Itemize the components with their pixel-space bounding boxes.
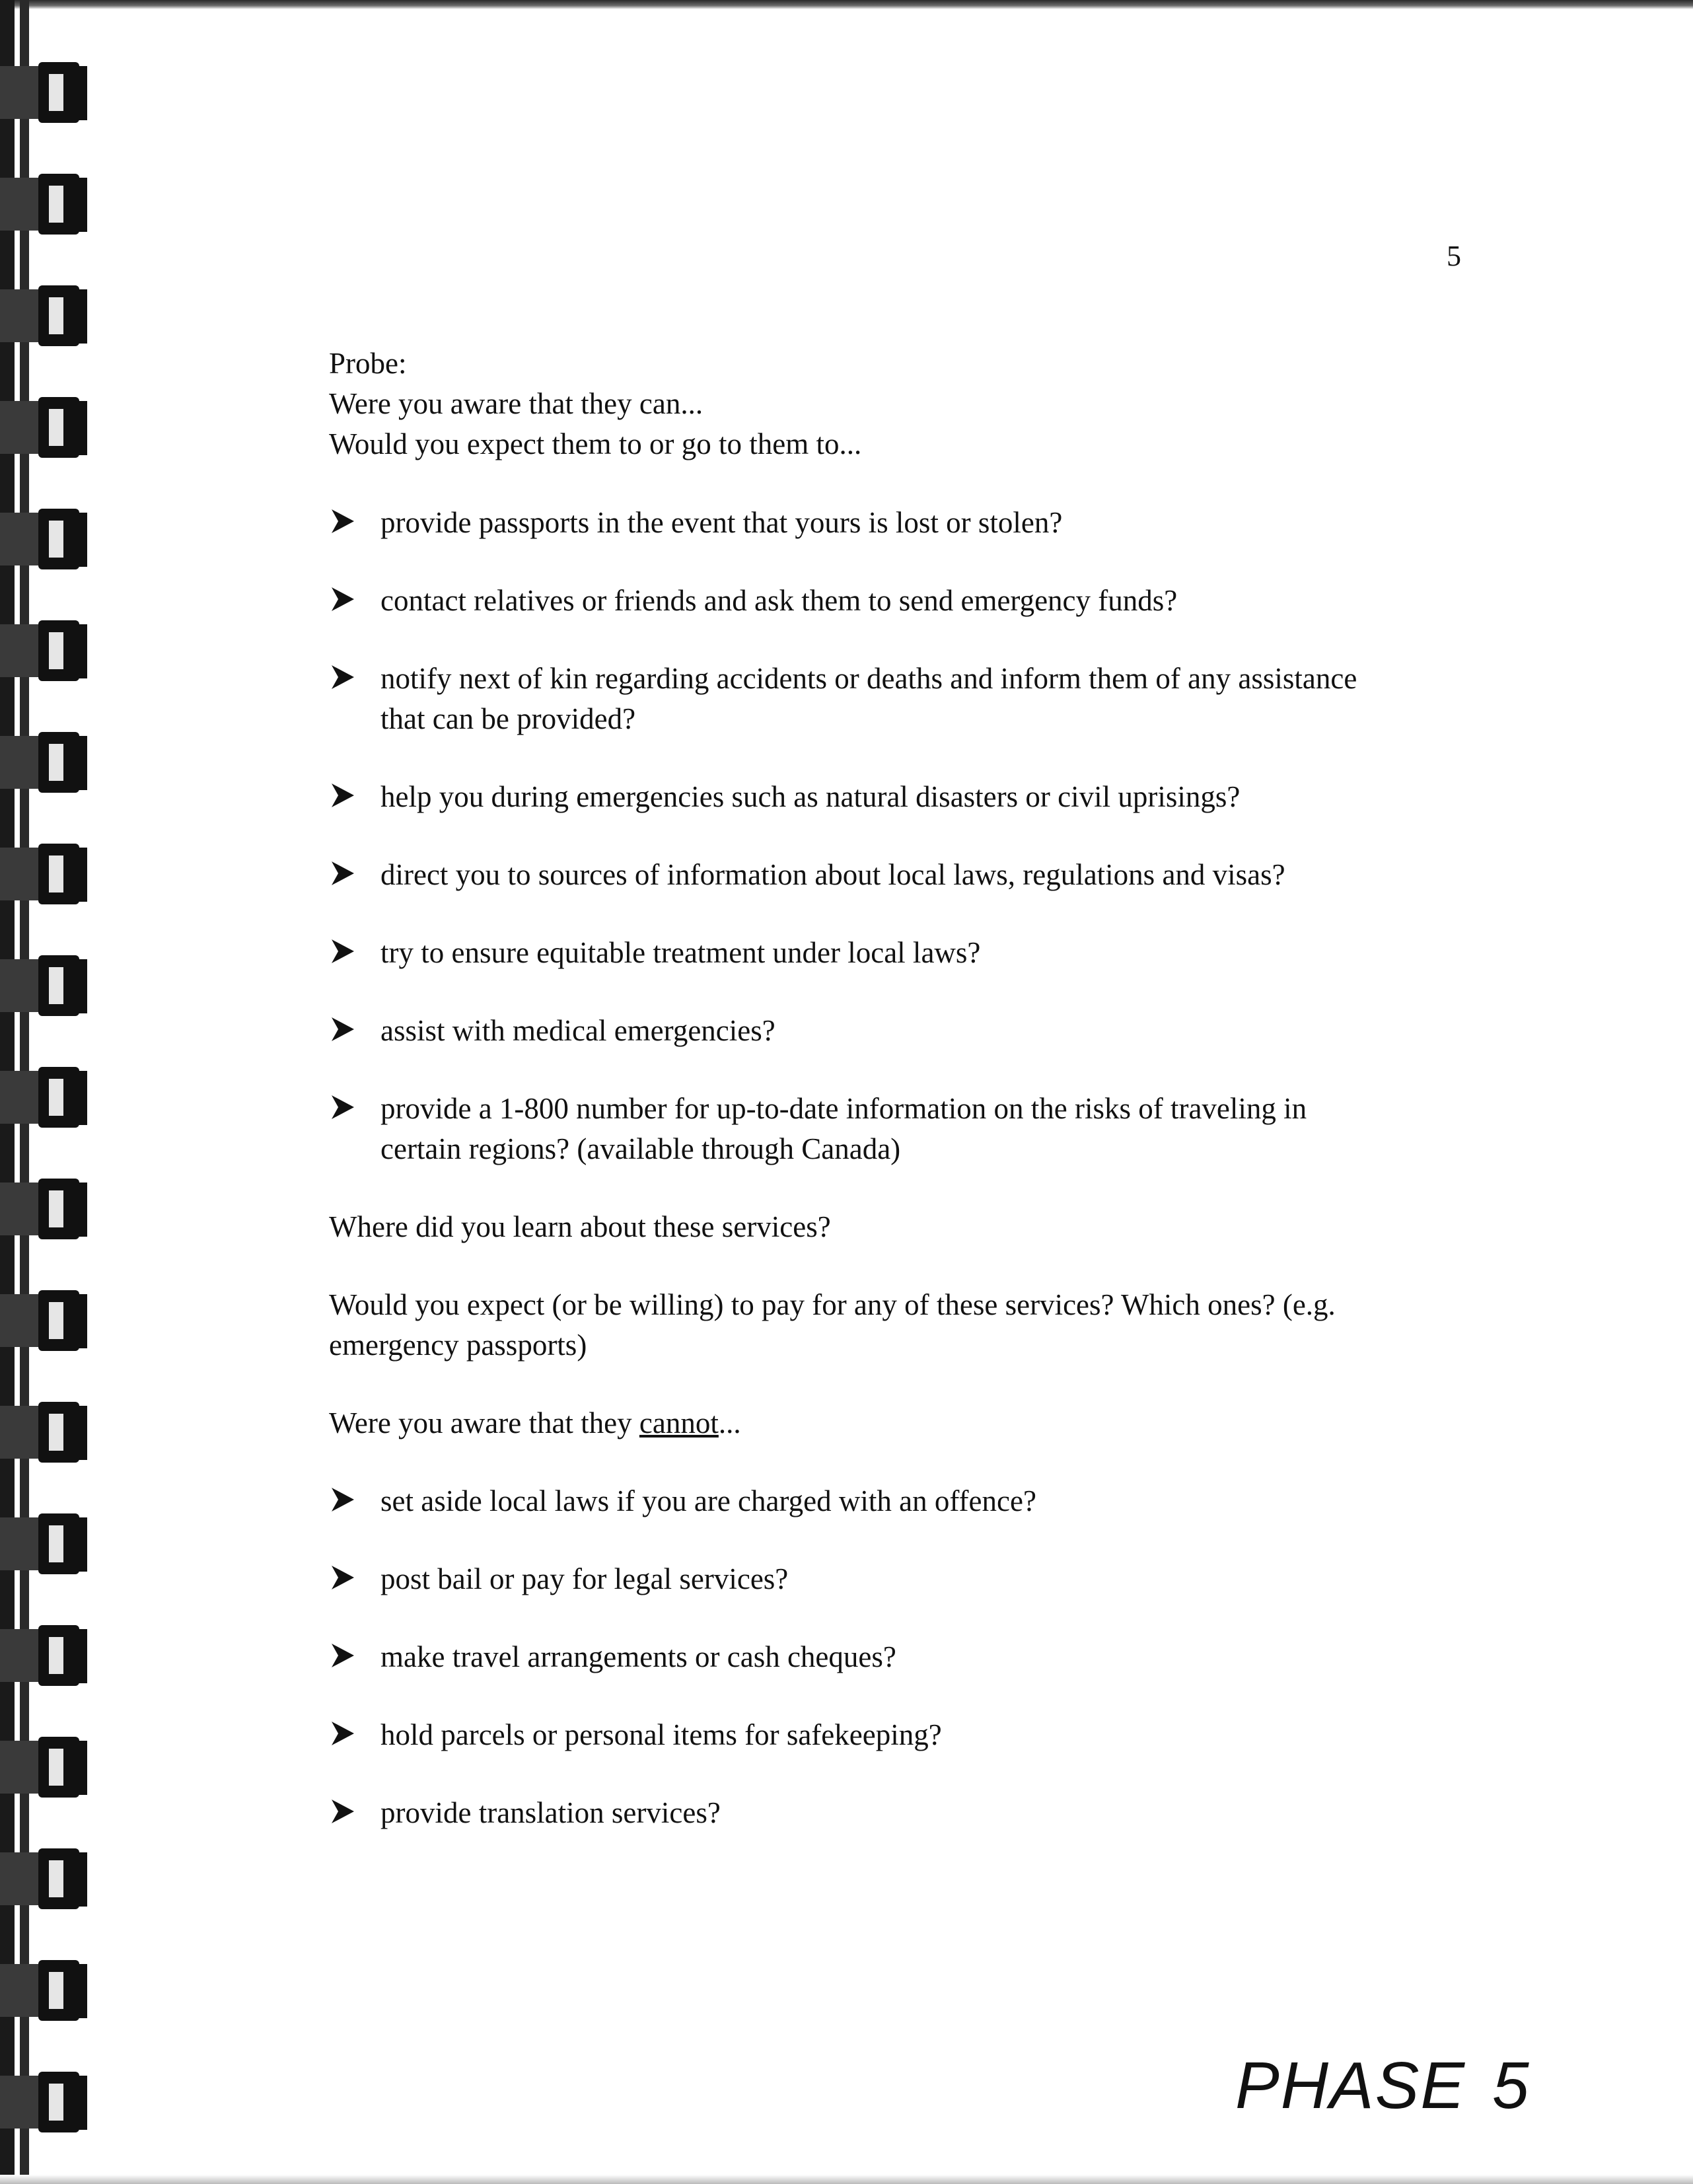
arrowhead-bullet-icon — [330, 1016, 355, 1042]
spiral-binding-coil-icon — [0, 59, 92, 126]
list-item-text: make travel arrangements or cash cheques? — [380, 1640, 896, 1673]
arrowhead-bullet-icon — [330, 1798, 355, 1825]
list-item-text: help you during emergencies such as natural disasters or civil uprisings? — [380, 780, 1241, 813]
list-item-text: assist with medical emergencies? — [380, 1014, 775, 1047]
list-item — [329, 1793, 1492, 1833]
spiral-binding-coil-icon — [0, 1511, 92, 1577]
spiral-binding-coil-icon — [0, 841, 92, 907]
cannot-underlined: cannot — [639, 1406, 719, 1439]
list-item-text: set aside local laws if you are charged with an offence? — [380, 1484, 1036, 1517]
list-item-text-continued: that can be provided? — [380, 702, 636, 735]
spiral-binding-coil-icon — [0, 1176, 92, 1242]
list-item — [329, 1011, 1492, 1051]
list-item — [329, 581, 1492, 621]
arrowhead-bullet-icon — [330, 1564, 355, 1591]
question-learn: Where did you learn about these services? — [329, 1210, 831, 1243]
cannot-intro — [329, 1403, 1492, 1443]
spiral-binding-coil-icon — [0, 2069, 92, 2135]
list-item-text-continued: certain regions? (available through Canada) — [380, 1132, 901, 1165]
spiral-binding-coil-icon — [0, 1288, 92, 1354]
spiral-binding — [0, 0, 116, 2184]
phase-footer — [1235, 2048, 1531, 2124]
spiral-binding-coil-icon — [0, 729, 92, 795]
cannot-intro-after: ... — [718, 1406, 741, 1439]
list-item — [329, 777, 1492, 817]
spiral-binding-coil-icon — [0, 1846, 92, 1912]
scan-top-edge — [0, 0, 1693, 9]
question-pay-line: Would you expect (or be willing) to pay for any of these services? Which ones? (e.g. — [329, 1288, 1336, 1321]
scan-bottom-edge — [0, 2175, 1693, 2184]
list-item — [329, 503, 1492, 543]
spiral-binding-coil-icon — [0, 1064, 92, 1130]
list-item-text: post bail or pay for legal services? — [380, 1562, 789, 1595]
arrowhead-bullet-icon — [330, 508, 355, 534]
list-item-text: hold parcels or personal items for safekeeping? — [380, 1718, 942, 1751]
list-item — [329, 1559, 1492, 1599]
phase-word: PHASE — [1235, 2049, 1466, 2123]
phase-number: 5 — [1492, 2049, 1531, 2123]
list-item — [329, 1637, 1492, 1677]
arrowhead-bullet-icon — [330, 938, 355, 965]
spiral-binding-coil-icon — [0, 618, 92, 684]
page-number: 5 — [1447, 240, 1461, 272]
arrowhead-bullet-icon — [330, 1720, 355, 1747]
spiral-binding-coil-icon — [0, 394, 92, 460]
document-body — [329, 344, 1492, 1833]
arrowhead-bullet-icon — [330, 664, 355, 690]
list-item-text: provide a 1-800 number for up-to-date information on the risks of traveling in — [380, 1092, 1307, 1125]
arrowhead-bullet-icon — [330, 1486, 355, 1513]
list-item — [329, 855, 1492, 895]
spiral-binding-coil-icon — [0, 283, 92, 349]
arrowhead-bullet-icon — [330, 586, 355, 612]
spiral-binding-coil-icon — [0, 506, 92, 572]
question-pay — [329, 1285, 1492, 1365]
spiral-binding-coil-icon — [0, 1622, 92, 1689]
spiral-binding-coil-icon — [0, 1734, 92, 1800]
list-item-text: try to ensure equitable treatment under local laws? — [380, 936, 981, 969]
list-item-text: notify next of kin regarding accidents or deaths and inform them of any assistance — [380, 662, 1357, 695]
list-item — [329, 1089, 1492, 1169]
probe-line-expect: Would you expect them to or go to them to... — [329, 427, 862, 460]
list-item-text: direct you to sources of information about local laws, regulations and visas? — [380, 858, 1285, 891]
spiral-binding-coil-icon — [0, 171, 92, 237]
cannot-intro-before: Were you aware that they — [329, 1406, 639, 1439]
arrowhead-bullet-icon — [330, 782, 355, 809]
spiral-binding-coil-icon — [0, 1957, 92, 2023]
list-item-text: contact relatives or friends and ask them to send emergency funds? — [380, 584, 1178, 617]
list-item — [329, 933, 1492, 973]
arrowhead-bullet-icon — [330, 860, 355, 887]
arrowhead-bullet-icon — [330, 1094, 355, 1120]
probe-heading: Probe: — [329, 347, 407, 380]
spiral-binding-coil-icon — [0, 1399, 92, 1465]
arrowhead-bullet-icon — [330, 1642, 355, 1669]
list-item-text: provide translation services? — [380, 1796, 721, 1829]
list-item — [329, 1715, 1492, 1755]
probe-line-can: Were you aware that they can... — [329, 387, 703, 420]
list-item — [329, 1481, 1492, 1521]
list-item-text: provide passports in the event that yours is lost or stolen? — [380, 506, 1063, 539]
list-item — [329, 659, 1492, 739]
spiral-binding-coil-icon — [0, 953, 92, 1019]
question-pay-line-continued: emergency passports) — [329, 1329, 587, 1362]
